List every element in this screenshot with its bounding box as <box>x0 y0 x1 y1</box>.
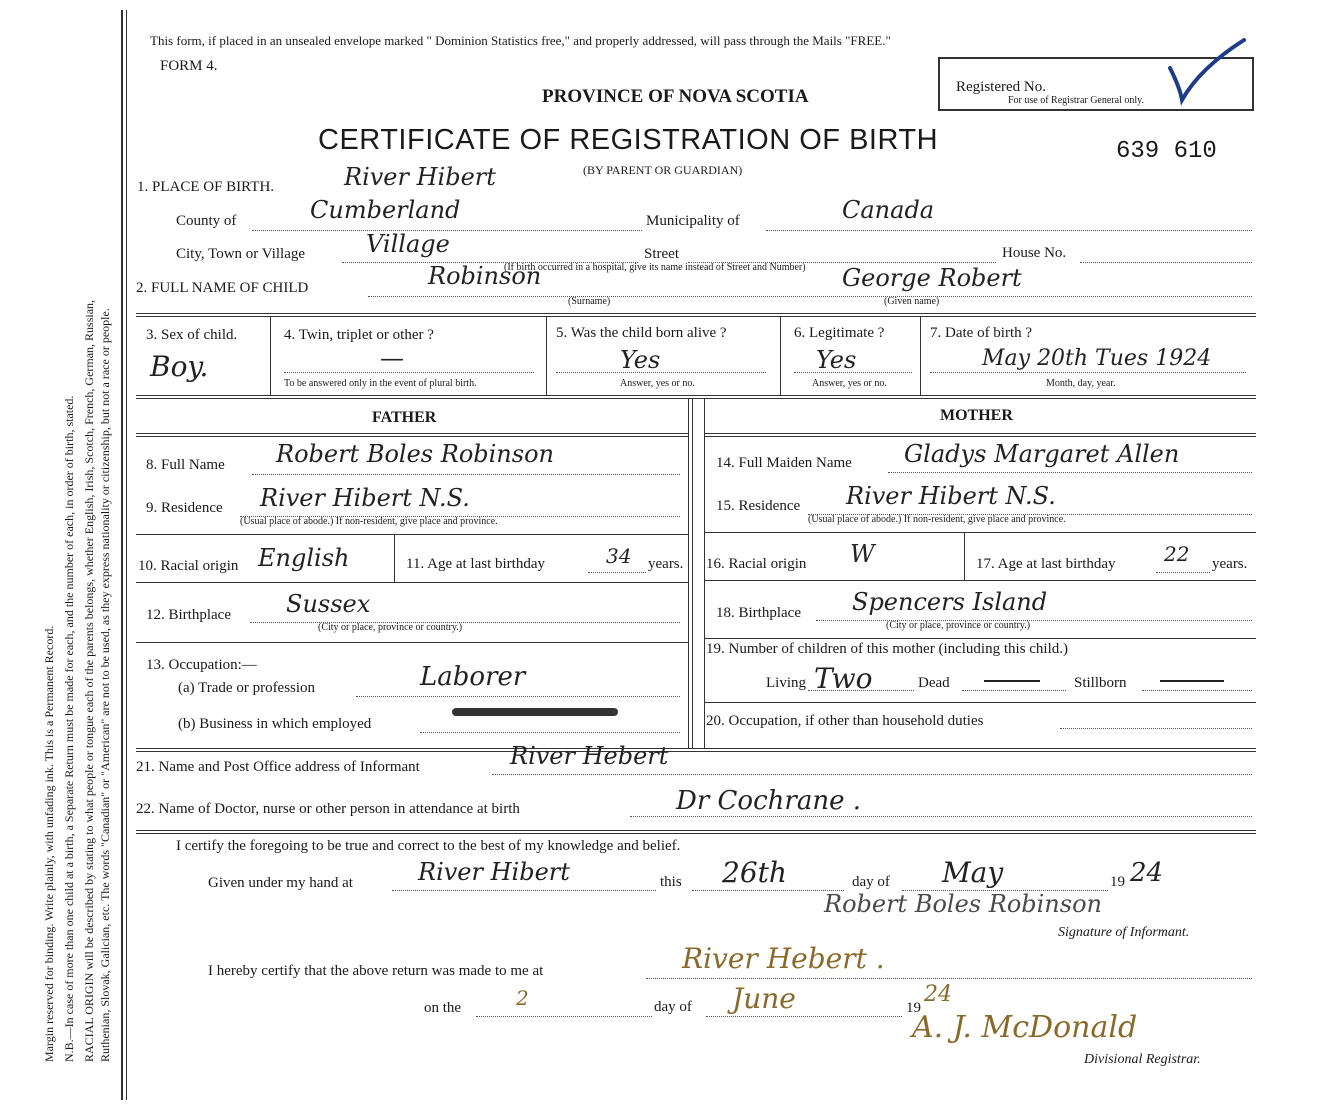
day-value: 26th <box>722 856 787 889</box>
given-name-value: George Robert <box>842 264 1022 292</box>
municipality-value: Canada <box>842 196 935 224</box>
on-the-label: on the <box>424 1000 462 1016</box>
twin-label: 4. Twin, triplet or other ? <box>284 327 434 343</box>
serial-number: 639 610 <box>1116 138 1217 165</box>
registrar-month-value: June <box>732 982 796 1015</box>
registrar-year-suffix: 24 <box>924 982 952 1007</box>
given-label: Given under my hand at <box>208 875 353 891</box>
dead-label: Dead <box>918 675 950 691</box>
alive-note: Answer, yes or no. <box>620 378 695 389</box>
mother-age-unit: years. <box>1212 556 1248 572</box>
street-label: Street <box>644 246 679 262</box>
father-age-value: 34 <box>606 544 632 568</box>
father-age-label: 11. Age at last birthday <box>406 556 545 572</box>
registered-note: For use of Registrar General only. <box>1008 95 1144 106</box>
mother-birthplace-value: Spencers Island <box>852 588 1048 616</box>
father-residence-value: River Hibert N.S. <box>260 484 470 512</box>
mother-name-value: Gladys Margaret Allen <box>904 440 1180 468</box>
legitimate-value: Yes <box>816 346 857 374</box>
margin-note: Ruthenian, Slovak, Galician, etc. The words "Canadian" or "American" are not to be used, as they express nationality or citizenship, but not a race or people. <box>98 308 112 1062</box>
city-value: Village <box>366 230 450 258</box>
place-of-birth-label: 1. PLACE OF BIRTH. <box>137 179 275 195</box>
dob-note: Month, day, year. <box>1046 378 1116 389</box>
father-racial-value: English <box>258 544 350 572</box>
twin-value: — <box>380 344 404 372</box>
given-place-value: River Hibert <box>418 858 570 886</box>
sex-value: Boy. <box>150 350 209 383</box>
alive-label: 5. Was the child born alive ? <box>556 325 727 341</box>
certification-statement: I certify the foregoing to be true and correct to the best of my knowledge and belief. <box>176 838 681 854</box>
margin-note: Margin reserved for binding. Write plainly, with unfading ink. This is a Permanent Record. <box>42 625 56 1062</box>
registrar-year-prefix: 19 <box>906 1000 921 1016</box>
informant-value: River Hebert <box>510 742 669 770</box>
father-name-value: Robert Boles Robinson <box>276 440 554 468</box>
dead-dash <box>984 680 1040 682</box>
registrar-signature: A. J. McDonald <box>912 1010 1138 1045</box>
registrar-statement: I hereby certify that the above return was made to me at <box>208 963 544 979</box>
mother-racial-label: 16. Racial origin <box>706 556 807 572</box>
father-trade-label: (a) Trade or profession <box>178 680 316 696</box>
postal-note: This form, if placed in an unsealed envelope marked " Dominion Statistics free," and properly addressed, will pass through the Mails "FREE." <box>150 33 891 48</box>
month-value: May <box>942 856 1004 889</box>
father-birthplace-value: Sussex <box>286 590 371 618</box>
year-suffix: 24 <box>1130 858 1164 888</box>
sex-label: 3. Sex of child. <box>146 327 238 343</box>
mother-age-value: 22 <box>1164 542 1190 566</box>
stillborn-dash <box>1160 680 1224 682</box>
doctor-label: 22. Name of Doctor, nurse or other person in attendance at birth <box>136 801 520 817</box>
dob-value: May 20th Tues 1924 <box>982 346 1212 371</box>
margin-note: N.B.—In case of more than one child at a birth, a Separate Return must be made for each, and the number of each, in order of birth, stated. <box>62 395 76 1062</box>
father-business-label: (b) Business in which employed <box>178 716 372 732</box>
signature-label: Signature of Informant. <box>1058 925 1190 940</box>
father-birthplace-label: 12. Birthplace <box>146 607 231 623</box>
legitimate-label: 6. Legitimate ? <box>794 325 885 341</box>
municipality-label: Municipality of <box>646 213 740 229</box>
county-label: County of <box>176 213 237 229</box>
county-value: Cumberland <box>310 196 461 224</box>
year-prefix: 19 <box>1110 874 1125 890</box>
place-of-birth-value: River Hibert <box>344 163 496 191</box>
registered-label: Registered No. <box>956 79 1046 95</box>
day-of-label: day of <box>852 874 890 890</box>
informant-signature: Robert Boles Robinson <box>824 890 1102 918</box>
registrar-label: Divisional Registrar. <box>1084 1052 1201 1067</box>
strikethrough-mark <box>452 708 618 716</box>
doctor-value: Dr Cochrane . <box>676 786 861 816</box>
father-birthplace-note: (City or place, province or country.) <box>318 622 463 633</box>
mother-birthplace-label: 18. Birthplace <box>716 605 801 621</box>
surname-note: (Surname) <box>568 296 611 307</box>
father-trade-value: Laborer <box>420 662 526 692</box>
registrar-day-of-label: day of <box>654 999 692 1015</box>
margin-note: RACIAL ORIGIN will be described by stating to what people or tongue each of the parents belongs, whether English, Irish, Scotch, French, German, Russian, <box>82 299 96 1062</box>
mother-name-label: 14. Full Maiden Name <box>716 455 852 471</box>
living-value: Two <box>814 662 873 695</box>
father-heading: FATHER <box>372 409 437 426</box>
father-residence-note: (Usual place of abode.) If non-resident, give place and province. <box>240 516 498 527</box>
children-label: 19. Number of children of this mother (including this child.) <box>706 641 1069 657</box>
dob-label: 7. Date of birth ? <box>930 325 1033 341</box>
registrar-day-value: 2 <box>516 986 529 1010</box>
father-occupation-label: 13. Occupation:— <box>146 657 257 673</box>
registrar-place-value: River Hebert . <box>682 942 885 975</box>
certificate-title: CERTIFICATE OF REGISTRATION OF BIRTH <box>318 124 939 156</box>
surname-value: Robinson <box>428 262 542 290</box>
mother-age-label: 17. Age at last birthday <box>976 556 1116 572</box>
form-number: FORM 4. <box>160 58 218 74</box>
stillborn-label: Stillborn <box>1074 675 1127 691</box>
father-racial-label: 10. Racial origin <box>138 558 239 574</box>
mother-occupation-label: 20. Occupation, if other than household duties <box>706 713 984 729</box>
checkmark-icon <box>1160 38 1250 108</box>
legitimate-note: Answer, yes or no. <box>812 378 887 389</box>
province-heading: PROVINCE OF NOVA SCOTIA <box>542 86 809 107</box>
margin-rule <box>126 10 127 1100</box>
given-name-note: (Given name) <box>884 296 940 307</box>
mother-heading: MOTHER <box>940 407 1013 424</box>
mother-residence-value: River Hibert N.S. <box>846 482 1056 510</box>
father-residence-label: 9. Residence <box>146 500 223 516</box>
house-label: House No. <box>1002 245 1067 261</box>
father-age-unit: years. <box>648 556 684 572</box>
mother-racial-value: W <box>850 540 875 568</box>
hospital-note: (If birth occurred in a hospital, give its name instead of Street and Number) <box>504 262 806 273</box>
mother-residence-label: 15. Residence <box>716 498 801 514</box>
this-label: this <box>660 874 682 890</box>
margin-rule <box>121 10 123 1100</box>
father-name-label: 8. Full Name <box>146 457 225 473</box>
child-name-label: 2. FULL NAME OF CHILD <box>136 280 309 296</box>
certificate-subtitle: (BY PARENT OR GUARDIAN) <box>583 163 743 177</box>
living-label: Living <box>766 675 806 691</box>
mother-birthplace-note: (City or place, province or country.) <box>886 620 1031 631</box>
mother-residence-note: (Usual place of abode.) If non-resident, give place and province. <box>808 514 1066 525</box>
city-label: City, Town or Village <box>176 246 306 262</box>
alive-value: Yes <box>620 346 661 374</box>
informant-label: 21. Name and Post Office address of Informant <box>136 759 420 775</box>
twin-note: To be answered only in the event of plural birth. <box>284 378 477 389</box>
